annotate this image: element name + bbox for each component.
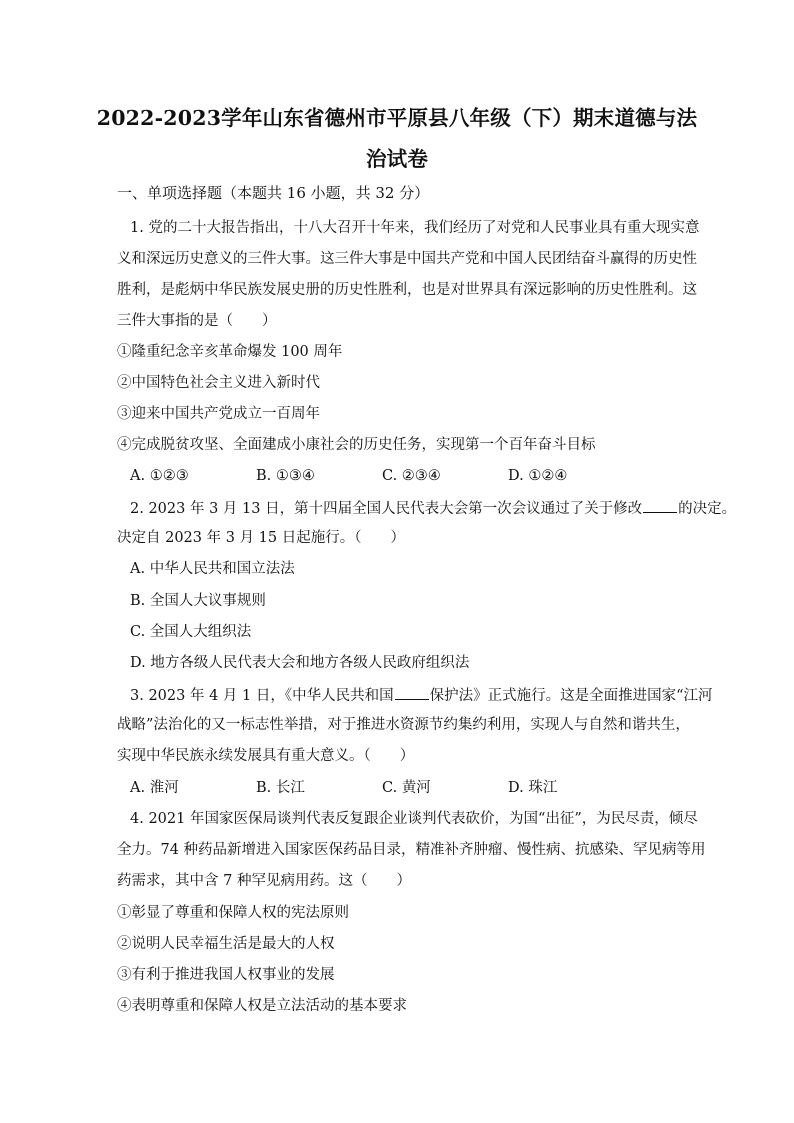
q2-option-c: C. 全国人大组织法 xyxy=(130,624,252,640)
q3-stem-text: 3. 2023 年 4 月 1 日，《中华人民共和国 xyxy=(130,688,394,704)
q4-item: ④表明尊重和保障人权是立法活动的基本要求 xyxy=(117,998,407,1014)
q2-option-d: D. 地方各级人民代表大会和地方各级人民政府组织法 xyxy=(130,655,470,671)
q3-stem-line xyxy=(130,687,713,704)
q1-item: ③迎来中国共产党成立一百周年 xyxy=(117,406,320,422)
q1-item: ④完成脱贫攻坚、全面建成小康社会的历史任务，实现第一个百年奋斗目标 xyxy=(117,437,596,453)
q1-options xyxy=(130,469,690,485)
q1-option-d: D. ①②④ xyxy=(508,468,568,484)
q2-stem-line xyxy=(130,500,736,517)
q2-option-a: A. 中华人民共和国立法法 xyxy=(130,561,295,577)
q4-item: ③有利于推进我国人权事业的发展 xyxy=(117,967,335,983)
q4-stem-line: 全力。74 种药品新增进入国家医保药品目录，精准补齐肿瘤、慢性病、抗感染、罕见病等用 xyxy=(117,842,706,858)
q1-stem-line: 三件大事指的是（ ） xyxy=(117,313,277,329)
q4-item: ②说明人民幸福生活是最大的人权 xyxy=(117,936,335,952)
q1-stem-line: 1. 党的二十大报告指出，十八大召开十年来，我们经历了对党和人民事业具有重大现实意 xyxy=(130,220,700,236)
exam-title-line1: 2022-2023学年山东省德州市平原县八年级（下）期末道德与法 xyxy=(96,106,698,130)
q4-item: ①彰显了尊重和保障人权的宪法原则 xyxy=(117,905,349,921)
q4-stem-line: 4. 2021 年国家医保局谈判代表反复跟企业谈判代表砍价，为国“出征”，为民尽责，倾尽 xyxy=(130,811,698,827)
q3-answer-blank xyxy=(395,687,429,700)
q1-option-b: B. ①③④ xyxy=(256,468,315,484)
q3-options xyxy=(130,781,690,797)
q1-item: ①隆重纪念辛亥革命爆发 100 周年 xyxy=(117,344,343,360)
q1-stem-line: 胜利，是彪炳中华民族发展史册的历史性胜利，也是对世界具有深远影响的历史性胜利。这 xyxy=(117,282,697,298)
q3-stem-line: 战略”法治化的又一标志性举措，对于推进水资源节约集约利用，实现人与自然和谐共生， xyxy=(117,717,690,733)
q2-option-b: B. 全国人大议事规则 xyxy=(130,593,266,609)
exam-title-line2: 治试卷 xyxy=(365,147,429,171)
q1-option-c: C. ②③④ xyxy=(382,468,441,484)
q4-stem-line: 药需求，其中含 7 种罕见病用药。这（ ） xyxy=(117,873,411,889)
q1-stem-line: 义和深远历史意义的三件大事。这三件大事是中国共产党和中国人民团结奋斗赢得的历史性 xyxy=(117,251,697,267)
section-heading: 一、单项选择题（本题共 16 小题，共 32 分） xyxy=(117,184,430,202)
q3-option-d: D. 珠江 xyxy=(508,780,558,796)
q3-option-a: A. 淮河 xyxy=(130,780,179,796)
q3-option-b: B. 长江 xyxy=(256,780,305,796)
q3-stem-text: 保护法》正式施行。这是全面推进国家“江河 xyxy=(429,688,713,704)
q2-stem-text: 2. 2023 年 3 月 13 日，第十四届全国人民代表大会第一次会议通过了关于修改 xyxy=(130,501,643,517)
q1-option-a: A. ①②③ xyxy=(130,468,189,484)
q2-stem-text: 的决定。 xyxy=(678,501,737,517)
q3-option-c: C. 黄河 xyxy=(382,780,431,796)
q1-item: ②中国特色社会主义进入新时代 xyxy=(117,375,320,391)
q2-stem-line: 决定自 2023 年 3 月 15 日起施行。（ ） xyxy=(117,530,405,546)
q2-answer-blank xyxy=(643,500,677,513)
q3-stem-line: 实现中华民族永续发展具有重大意义。（ ） xyxy=(117,748,415,764)
